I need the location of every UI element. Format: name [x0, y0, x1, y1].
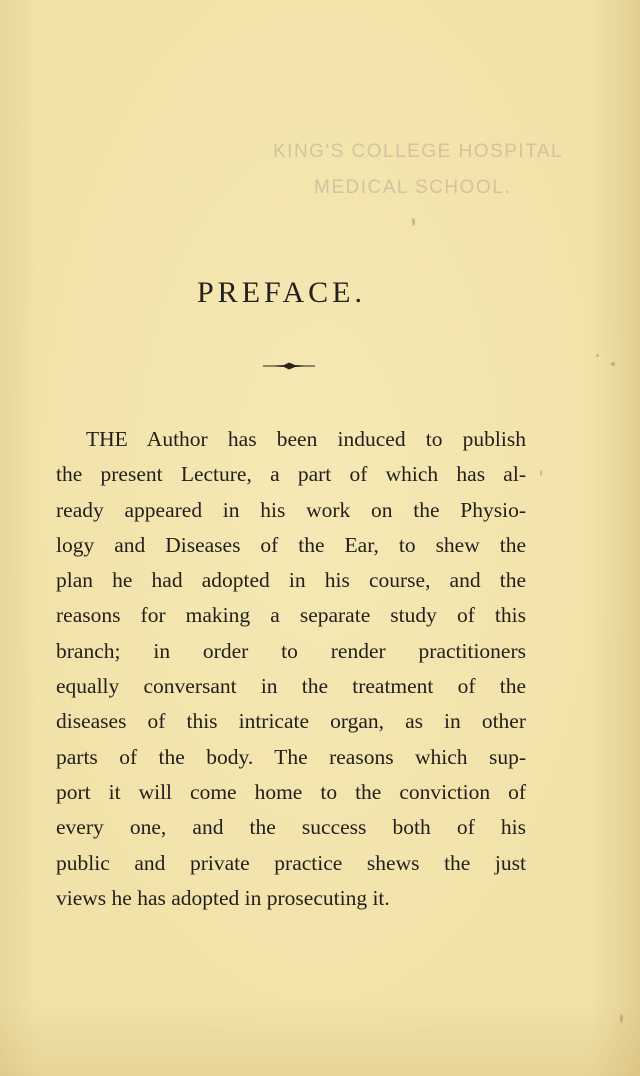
text-line: port it will come home to the conviction of: [56, 779, 526, 804]
paper-speck: [596, 354, 599, 357]
preface-paragraph: [56, 422, 526, 916]
text-line: every one, and the success both of his: [56, 815, 526, 840]
text-line: branch; in order to render practitioners: [56, 638, 526, 663]
text-line: parts of the body. The reasons which sup-: [56, 744, 526, 769]
page-title: PREFACE.: [197, 276, 366, 309]
library-stamp-line-1: KING'S COLLEGE HOSPITAL: [273, 141, 564, 162]
text-line: plan he had adopted in his course, and the: [56, 568, 526, 593]
library-stamp-line-2: MEDICAL SCHOOL.: [314, 177, 512, 198]
paper-speck: [540, 470, 542, 476]
text-line: views he has adopted in prosecuting it.: [56, 885, 390, 910]
paper-speck: [620, 1014, 623, 1023]
text-line: ready appeared in his work on the Physio-: [56, 497, 526, 522]
text-line: reasons for making a separate study of this: [56, 603, 526, 628]
text-line: equally conversant in the treatment of the: [56, 674, 526, 699]
text-line: logy and Diseases of the Ear, to shew the: [56, 532, 526, 557]
paper-speck: [611, 362, 615, 366]
text-line: diseases of this intricate organ, as in other: [56, 709, 526, 734]
paper-speck: [412, 218, 415, 226]
text-line: public and private practice shews the just: [56, 850, 526, 875]
text-line: the present Lecture, a part of which has al-: [56, 462, 526, 487]
text-line: THE Author has been induced to publish: [86, 427, 526, 451]
ornament-rule-icon: [262, 359, 316, 373]
